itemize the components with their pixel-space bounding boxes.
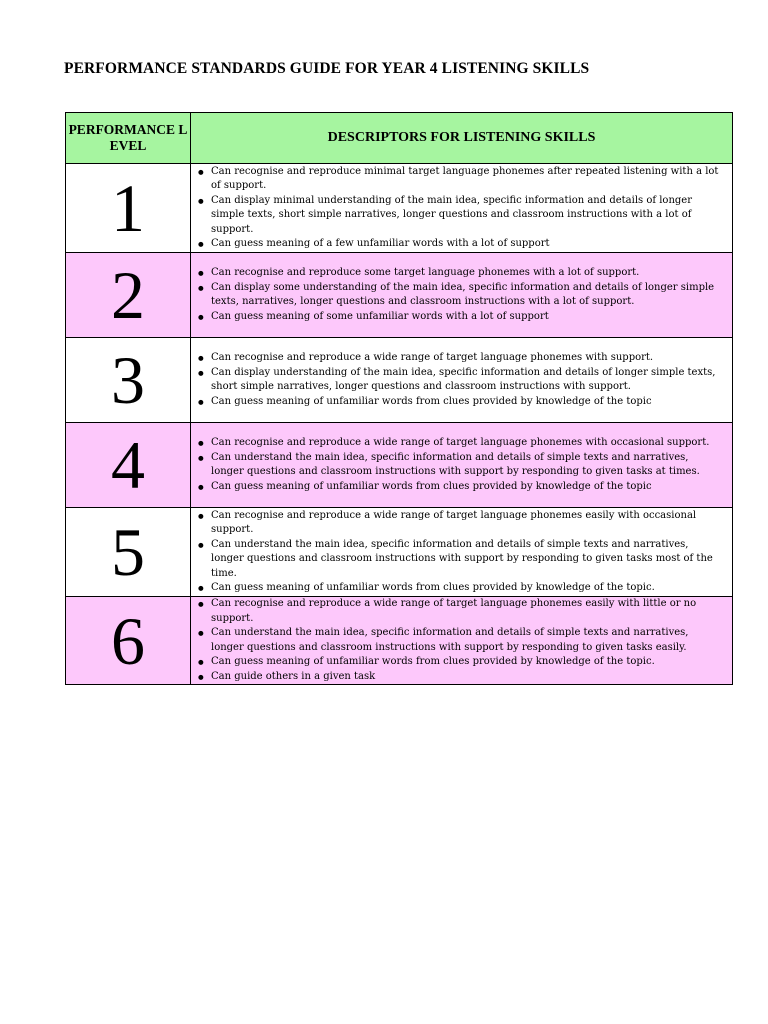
- descriptor-list: [191, 597, 732, 684]
- descriptor-item: ● Can guide others in a given task: [191, 670, 724, 685]
- performance-level-number: 2: [66, 253, 191, 338]
- descriptor-item: ● Can recognise and reproduce some target language phonemes with a lot of support.: [191, 266, 724, 281]
- table-body: [66, 164, 733, 685]
- descriptor-item: ● Can understand the main idea, specific information and details of simple texts and narratives, longer questions and classroom instructions with support by responding to given tasks at times.: [191, 451, 724, 480]
- descriptor-cell: [191, 338, 733, 423]
- table-row: [66, 338, 733, 423]
- descriptor-list: [191, 165, 732, 252]
- table-row: [66, 597, 733, 685]
- descriptor-item: ● Can recognise and reproduce a wide range of target language phonemes with occasional support.: [191, 436, 724, 451]
- descriptor-list: [191, 266, 732, 324]
- header-descriptors: DESCRIPTORS FOR LISTENING SKILLS: [191, 113, 733, 164]
- table-header-row: [66, 113, 733, 164]
- descriptor-cell: [191, 423, 733, 508]
- descriptor-item: ● Can recognise and reproduce a wide range of target language phonemes easily with little or no support.: [191, 597, 724, 626]
- document-title: PERFORMANCE STANDARDS GUIDE FOR YEAR 4 LISTENING SKILLS: [64, 60, 590, 77]
- descriptor-item: ● Can guess meaning of some unfamiliar words with a lot of support: [191, 310, 724, 325]
- performance-level-number: 4: [66, 423, 191, 508]
- descriptor-item: ● Can guess meaning of unfamiliar words from clues provided by knowledge of the topic.: [191, 655, 724, 670]
- descriptor-list: [191, 509, 732, 596]
- performance-level-number: 6: [66, 597, 191, 685]
- table-row: [66, 508, 733, 597]
- descriptor-item: ● Can understand the main idea, specific information and details of simple texts and narratives, longer questions and classroom instructions with support by responding to given tasks easily.: [191, 626, 724, 655]
- descriptor-item: ● Can display minimal understanding of the main idea, specific information and details of longer simple texts, short simple narratives, longer questions and classroom instructions with a lot of support.: [191, 194, 724, 238]
- table-row: [66, 253, 733, 338]
- descriptor-item: ● Can guess meaning of a few unfamiliar words with a lot of support: [191, 237, 724, 252]
- descriptor-item: ● Can understand the main idea, specific information and details of simple texts and narratives, longer questions and classroom instructions with support by responding to given tasks most of the time.: [191, 538, 724, 582]
- descriptor-cell: [191, 253, 733, 338]
- descriptor-item: ● Can guess meaning of unfamiliar words from clues provided by knowledge of the topic.: [191, 581, 724, 596]
- performance-level-number: 3: [66, 338, 191, 423]
- header-performance-level: PERFORMANCE LEVEL: [66, 113, 191, 164]
- descriptor-list: [191, 436, 732, 494]
- performance-level-number: 5: [66, 508, 191, 597]
- table-row: [66, 423, 733, 508]
- performance-standards-table: [65, 112, 733, 685]
- descriptor-cell: [191, 164, 733, 253]
- descriptor-item: ● Can recognise and reproduce a wide range of target language phonemes easily with occasional support.: [191, 509, 724, 538]
- descriptor-item: ● Can recognise and reproduce minimal target language phonemes after repeated listening with a lot of support.: [191, 165, 724, 194]
- descriptor-item: ● Can display some understanding of the main idea, specific information and details of longer simple texts, narratives, longer questions and classroom instructions with a lot of support.: [191, 281, 724, 310]
- descriptor-list: [191, 351, 732, 409]
- descriptor-item: ● Can recognise and reproduce a wide range of target language phonemes with support.: [191, 351, 724, 366]
- descriptor-cell: [191, 508, 733, 597]
- descriptor-item: ● Can guess meaning of unfamiliar words from clues provided by knowledge of the topic: [191, 395, 724, 410]
- descriptor-item: ● Can display understanding of the main idea, specific information and details of longer simple texts, short simple narratives, longer questions and classroom instructions with support.: [191, 366, 724, 395]
- descriptor-item: ● Can guess meaning of unfamiliar words from clues provided by knowledge of the topic: [191, 480, 724, 495]
- table-row: [66, 164, 733, 253]
- performance-level-number: 1: [66, 164, 191, 253]
- descriptor-cell: [191, 597, 733, 685]
